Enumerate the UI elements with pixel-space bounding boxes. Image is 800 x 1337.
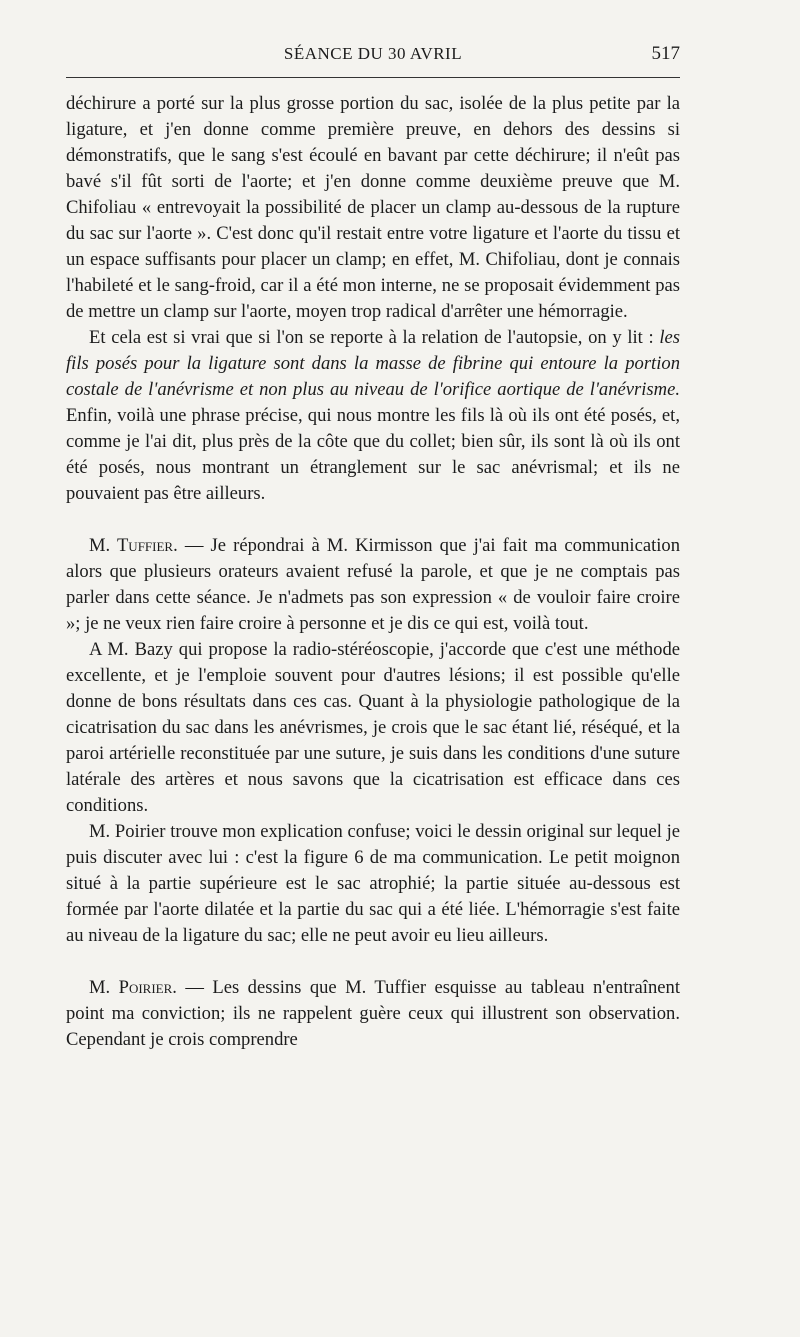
speaker-name: M. Poirier.: [89, 977, 177, 998]
header-title: SÉANCE DU 30 AVRIL: [283, 44, 463, 63]
header-rule: [66, 77, 680, 78]
paragraph: [66, 975, 680, 1053]
paragraph-text: — Les dessins que M. Tuffier esquisse au tableau n'entraînent point ma conviction; ils ne rappelent guère ceux qui illustrent son observation. Cependant je crois comprendre: [66, 977, 680, 1050]
paragraph: déchirure a porté sur la plus grosse portion du sac, isolée de la plus petite par la ligature, et j'en donne comme première preuve, en dehors des dessins si démonstratifs, que le sang s'est écoulé en bavant par cette déchirure; il n'eût pas bavé s'il fût sorti de l'aorte; et j'en donne comme deuxième preuve que M. Chifoliau « entrevoyait la possibilité de placer un clamp au-dessous de la rupture du sac sur l'aorte ». C'est donc qu'il restait entre votre ligature et l'aorte du tissu et un espace suffisants pour placer un clamp; en effet, M. Chifoliau, dont je connais l'habileté et le sang-froid, car il a été mon interne, ne se proposait évidemment pas de mettre un clamp sur l'aorte, moyen trop radical d'arrêter une hémorragie.: [66, 93, 680, 322]
paragraph-text: — Je répondrai à M. Kirmisson que j'ai fait ma communication alors que plusieurs orateurs avaient refusé la parole, et que je ne comptais pas parler dans cette séance. Je n'admets pas son expression « de vouloir faire croire »; je ne veux rien faire croire à personne et je dis ce qui est, voilà tout.: [66, 535, 681, 634]
speaker-name: M. Tuffier.: [89, 535, 178, 556]
paragraph: M. Poirier trouve mon explication confuse; voici le dessin original sur lequel je puis discuter avec lui : c'est la figure 6 de ma communication. Le petit moignon situé à la partie supérieure est le sac atrophié; la partie située au-dessous est formée par l'aorte dilatée et la partie du sac qui a été liée. L'hémorragie s'est faite au niveau de la ligature du sac; elle ne peut avoir eu lieu ailleurs.: [66, 821, 680, 946]
paragraph: [66, 533, 680, 637]
paragraph-text: Enfin, voilà une phrase précise, qui nous montre les fils là où ils ont été posés, et, comme je l'ai dit, plus près de la côte que du collet; bien sûr, ils sont là où ils ont été posés, nous montrant un étranglement sur le sac anévrismal; et ils ne pouvaient pas être ailleurs.: [66, 405, 680, 504]
running-header: [66, 40, 680, 76]
page-number: 517: [651, 43, 680, 64]
body-text: [66, 91, 680, 1053]
paragraph-text: Et cela est si vrai que si l'on se reporte à la relation de l'autopsie, on y lit :: [89, 327, 660, 348]
paragraph: A M. Bazy qui propose la radio-stéréoscopie, j'accorde que c'est une méthode excellente, et je l'emploie souvent pour d'autres lésions; il est possible qu'elle donne de bons résultats dans ces cas. Quant à la physiologie pathologique de la cicatrisation du sac dans les anévrismes, je crois que le sac étant lié, réséqué, et la paroi artérielle reconstituée par une suture, je suis dans les conditions d'une suture latérale des artères et nous savons que la cicatrisation est efficace dans ces conditions.: [66, 639, 680, 816]
autopsy-quote: les fils posés pour la ligature sont dans la masse de fibrine qui entoure la portion costale de l'anévrisme et non plus au niveau de l'orifice aortique de l'anévrisme.: [66, 327, 680, 400]
paragraph: [66, 325, 680, 507]
